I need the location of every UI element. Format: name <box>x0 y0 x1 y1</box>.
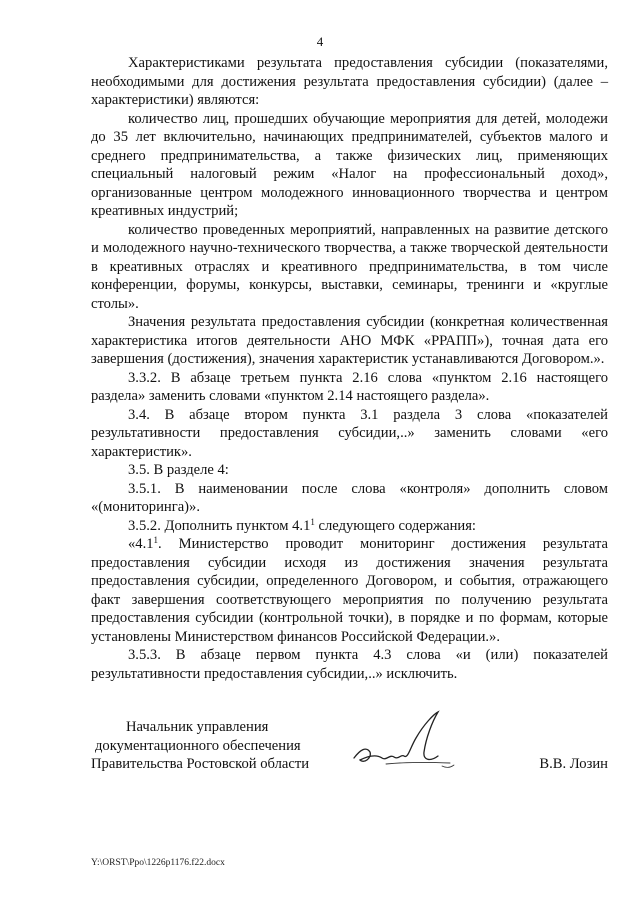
paragraph-characteristics-intro: Характеристиками результата предоставления субсидии (показателями, необходимыми для достижения результата предоставления субсидии) (далее – характеристики) являются: <box>91 55 608 108</box>
signatory-position <box>91 718 331 774</box>
paragraph-3-5-2-text-end: следующего содержания: <box>314 517 476 534</box>
signature-block <box>91 718 608 778</box>
paragraph-4-1-1-text: . Министерство проводит мониторинг достижения результата предоставления субсидии исходя из достижения значения результата предоставления субсидии, определенного Договором, и события, отражающего факт завершения соответствующего мероприятия по получению результата предоставления субсидии (контрольной точки), в порядке и по формам, которые установлены Министерством финансов Российской Федерации.». <box>91 536 608 645</box>
paragraph-events-count: количество проведенных мероприятий, направленных на развитие детского и молодежного научно-технического творчества, а также творческой деятельности в креативных отраслях и креативного предпринимательства, в том числе конференции, форумы, конкурсы, выставки, семинары, тренинги и «круглые столы». <box>91 221 608 312</box>
footer-file-path: Y:\ORST\Ppo\1226p1176.f22.docx <box>91 858 225 868</box>
superscript: 1 <box>310 516 315 527</box>
superscript: 1 <box>153 535 159 545</box>
position-line-2: документационного обеспечения <box>95 737 301 754</box>
page-number: 4 <box>316 34 324 49</box>
paragraph-4-1-1 <box>91 535 608 646</box>
signatory-name: В.В. Лозин <box>539 756 608 772</box>
paragraph-3-3-2: 3.3.2. В абзаце третьем пункта 2.16 слова «пунктом 2.16 настоящего раздела» заменить словами «пунктом 2.14 настоящего раздела». <box>91 369 608 404</box>
position-line-3: Правительства Ростовской области <box>91 756 310 772</box>
paragraph-3-5-2-text: 3.5.2. Дополнить пунктом 4.1 <box>128 517 311 534</box>
paragraph-3-5-1: 3.5.1. В наименовании после слова «контроля» дополнить словом «(мониторинга)». <box>91 480 608 515</box>
paragraph-3-4: 3.4. В абзаце втором пункта 3.1 раздела 3 слова «показателей результативности предоставления субсидии,..» заменить словами «его характеристик». <box>91 406 608 460</box>
paragraph-3-5-2 <box>91 517 608 536</box>
position-line-1: Начальник управления <box>126 719 269 735</box>
paragraph-4-1-1-number: «4.1 <box>128 536 154 552</box>
handwritten-signature <box>346 708 466 776</box>
paragraph-3-5-3: 3.5.3. В абзаце первом пункта 4.3 слова «и (или) показателей результативности предоставления субсидии,..» исключить. <box>91 647 608 682</box>
paragraph-trained-persons: количество лиц, прошедших обучающие мероприятия для детей, молодежи до 35 лет включительно, начинающих предпринимателей, субъектов малого и среднего предпринимательства, а также физических лиц, применяющих специальный налоговый режим «Налог на профессиональный доход», организованные центром молодежного инновационного творчества и центром креативных индустрий; <box>91 110 608 219</box>
document-body <box>91 54 608 683</box>
paragraph-3-5: 3.5. В разделе 4: <box>128 462 229 478</box>
paragraph-result-values: Значения результата предоставления субсидии (конкретная количественная характеристика итогов деятельности АНО МФК «РРАПП»), точная дата его завершения (достижения), значения характеристик устанавливаются Договором.». <box>91 314 608 367</box>
